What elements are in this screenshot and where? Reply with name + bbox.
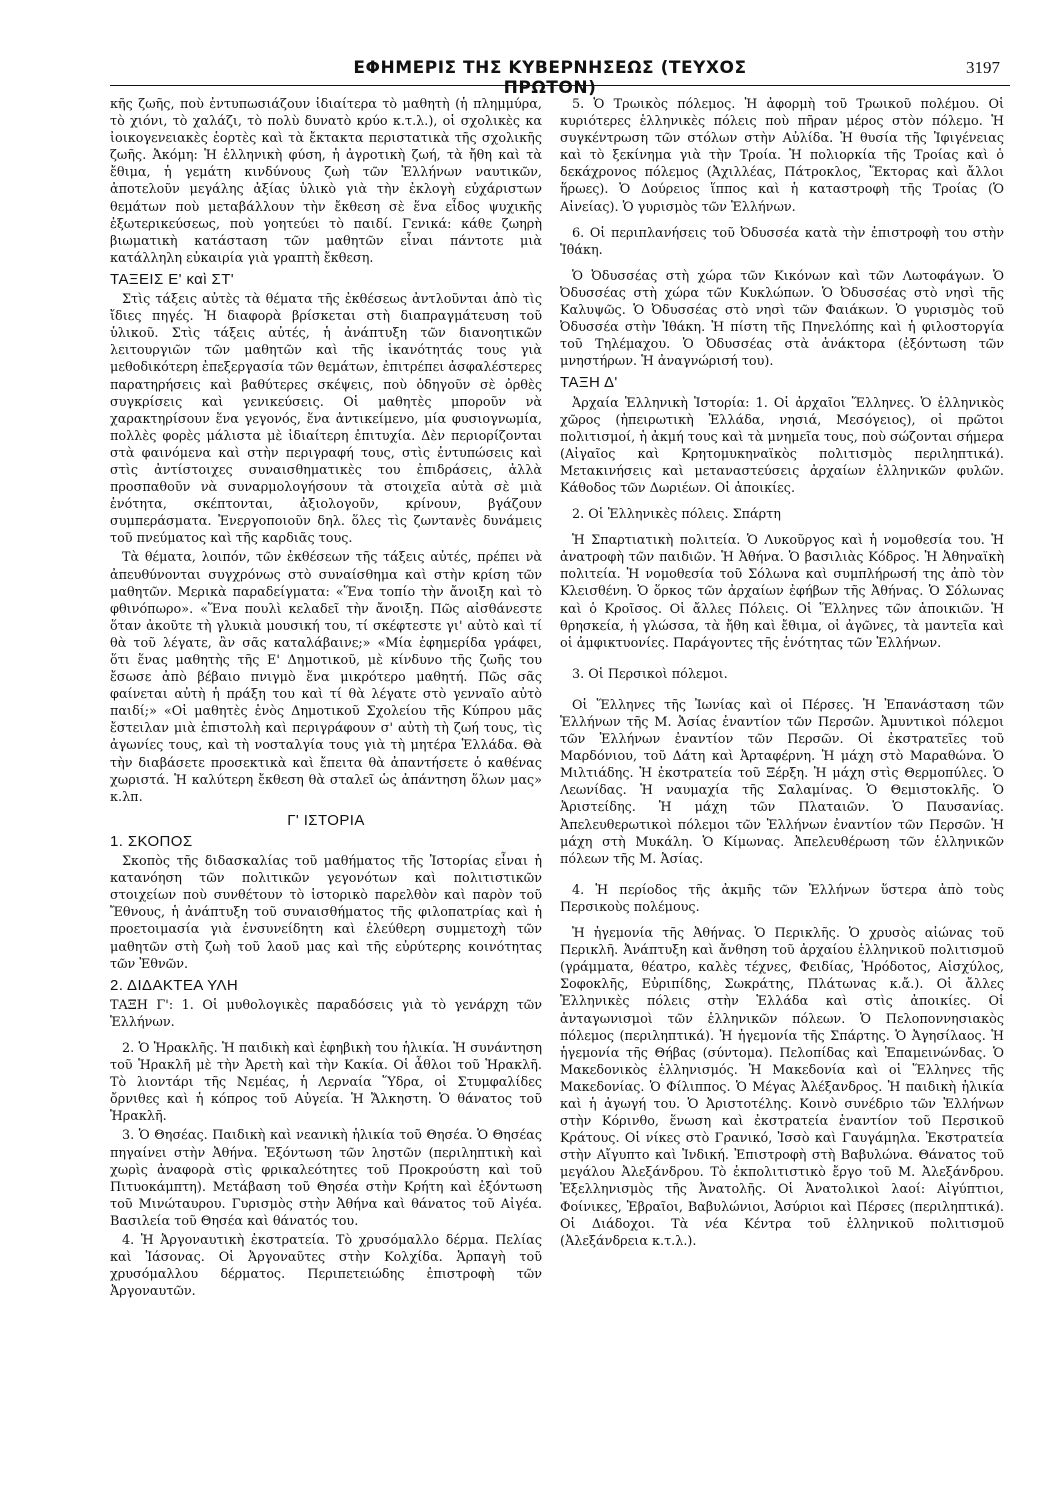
paragraph: Στὶς τάξεις αὐτὲς τὰ θέματα τῆς ἐκθέσεως ἀντλοῦνται ἀπὸ τὶς ἴδιες πηγές. Ἡ διαφορὰ βρίσκεται στὴ διαπραγμάτευση τοῦ ὑλικοῦ. Στὶς τάξεις αὐτές, ἡ ἀνάπτυξη τῶν διανοητικῶν λειτουργιῶν τῶν μαθητῶν καὶ τῆς ἱκανότητάς τους γιὰ μεθοδικότερη ἐπεξεργασία τῶν θεμάτων, ἐπιτρέπει ἀσφαλέστερες παρατηρήσεις καὶ βαθύτερες σκέψεις, ποὺ ὁδηγοῦν σὲ ὀρθὲς συγκρίσεις καὶ γενικεύσεις. Οἱ μαθητὲς μποροῦν νὰ χαρακτηρίσουν ἕνα γεγονός, ἕνα ἀντικείμενο, μία φυσιογνωμία, πολλὲς φορὲς μάλιστα μὲ ἰδιαίτερη ἐπιτυχία. Δὲν περιορίζονται στὰ φαινόμενα καὶ στὴν περιγραφή τους, στὶς ἐντυπώσεις καὶ στὶς ἀντίστοιχες συναισθηματικὲς του ἐπιδράσεις, ἀλλὰ προσπαθοῦν νὰ συναρμολογήσουν τὰ στοιχεῖα αὐτὰ σὲ μιὰ ἑνότητα, σκέπτονται, ἀξιολογοῦν, κρίνουν, βγάζουν συμπεράσματα. Ἐνεργοποιοῦν δηλ. ὅλες τὶς ζωντανὲς δυνάμεις τοῦ πνεύματος καὶ τῆς καρδιᾶς τους.: [110, 292, 542, 547]
paragraph: 4. Ἡ περίοδος τῆς ἀκμῆς τῶν Ἑλλήνων ὕστερα ἀπὸ τοὺς Περσικοὺς πολέμους.: [560, 882, 1004, 915]
paragraph: 5. Ὁ Τρωικὸς πόλεμος. Ἡ ἀφορμὴ τοῦ Τρωικοῦ πολέμου. Οἱ κυριότερες ἑλληνικὲς πόλεις ποὺ πῆραν μέρος στὸν πόλεμο. Ἡ συγκέντρωση τῶν στόλων στὴν Αὐλίδα. Ἡ θυσία τῆς Ἰφιγένειας καὶ τὸ ξεκίνημα γιὰ τὴν Τροία. Ἡ πολιορκία τῆς Τροίας καὶ ὁ δεκάχρονος πόλεμος (Ἀχιλλέας, Πάτροκλος, Ἕκτορας καὶ ἄλλοι ἥρωες). Ὁ Δούρειος ἵππος καὶ ἡ καταστροφὴ τῆς Τροίας (Ὁ Αἰνείας). Ὁ γυρισμὸς τῶν Ἑλλήνων.: [560, 97, 1004, 215]
paragraph: 4. Ἡ Ἀργοναυτικὴ ἐκστρατεία. Τὸ χρυσόμαλλο δέρμα. Πελίας καὶ Ἰάσονας. Οἱ Ἀργοναῦτες στὴν Κολχίδα. Ἁρπαγὴ τοῦ χρυσόμαλλου δέρματος. Περιπετειώδης ἐπιστροφὴ τῶν Ἀργοναυτῶν.: [110, 1233, 542, 1300]
paragraph: Ἡ ἡγεμονία τῆς Ἀθήνας. Ὁ Περικλῆς. Ὁ χρυσὸς αἰώνας τοῦ Περικλῆ. Ἀνάπτυξη καὶ ἄνθηση τοῦ ἀρχαίου ἑλληνικοῦ πολιτισμοῦ (γράμματα, θέατρο, καλὲς τέχνες, Φειδίας, Ἡρόδοτος, Αἰσχύλος, Σοφοκλῆς, Εὐριπίδης, Σωκράτης, Πλάτωνας κ.ἄ.). Οἱ ἄλλες Ἑλληνικὲς πόλεις στὴν Ἑλλάδα καὶ στὶς ἀποικίες. Οἱ ἀνταγωνισμοὶ τῶν ἑλληνικῶν πόλεων. Ὁ Πελοποννησιακὸς πόλεμος (περιληπτικά). Ἡ ἡγεμονία τῆς Σπάρτης. Ὁ Ἀγησίλαος. Ἡ ἡγεμονία τῆς Θήβας (σύντομα). Πελοπίδας καὶ Ἐπαμεινώνδας. Ὁ Μακεδονικὸς ἑλληνισμός. Ἡ Μακεδονία καὶ οἱ Ἕλληνες τῆς Μακεδονίας. Ὁ Φίλιππος. Ὁ Μέγας Ἀλέξανδρος. Ἡ παιδικὴ ἡλικία καὶ ἡ ἀγωγή του. Ὁ Ἀριστοτέλης. Κοινὸ συνέδριο τῶν Ἑλλήνων στὴν Κόρινθο, ἕνωση καὶ ἐκστρατεία ἐναντίον τοῦ Περσικοῦ Κράτους. Οἱ νίκες στὸ Γρανικό, Ἰσσὸ καὶ Γαυγάμηλα. Ἐκστρατεία στὴν Αἴγυπτο καὶ Ἰνδική. Ἐπιστροφὴ στὴ Βαβυλώνα. Θάνατος τοῦ μεγάλου Ἀλεξάνδρου. Τὸ ἐκπολιτιστικὸ ἔργο τοῦ Μ. Ἀλεξάνδρου. Ἐξελληνισμὸς τῆς Ἀνατολῆς. Οἱ Ἀνατολικοὶ λαοί: Αἰγύπτιοι, Φοίνικες, Ἑβραῖοι, Βαβυλώνιοι, Ἀσύριοι καὶ Πέρσες (περιληπτικά). Οἱ Διάδοχοι. Τὰ νέα Κέντρα τοῦ ἑλληνικοῦ πολιτισμοῦ (Ἀλεξάνδρεια κ.τ.λ.).: [560, 926, 1004, 1249]
chapter-heading: Γ' ΙΣΤΟΡΙΑ: [287, 811, 365, 829]
section-heading: 2. ΔΙΔΑΚΤΕΑ ΥΛΗ: [110, 976, 239, 994]
paragraph: ΤΑΞΗ Γ': 1. Οἱ μυθολογικὲς παραδόσεις γιὰ τὸ γενάρχη τῶν Ἑλλήνων.: [110, 997, 542, 1030]
left-column: [110, 96, 542, 1302]
paragraph: Οἱ Ἕλληνες τῆς Ἰωνίας καὶ οἱ Πέρσες. Ἡ Ἐπανάσταση τῶν Ἑλλήνων τῆς Μ. Ἀσίας ἐναντίον τῶν Περσῶν. Ἀμυντικοὶ πόλεμοι τῶν Ἑλλήνων ἐναντίον τῶν Περσῶν. Οἱ ἐκστρατεῖες τοῦ Μαρδόνιου, τοῦ Δάτη καὶ Ἀρταφέρνη. Ἡ μάχη στὸ Μαραθώνα. Ὁ Μιλτιάδης. Ἡ ἐκστρατεία τοῦ Ξέρξη. Ἡ μάχη στὶς Θερμοπύλες. Ὁ Λεωνίδας. Ἡ ναυμαχία τῆς Σαλαμίνας. Ὁ Θεμιστοκλῆς. Ὁ Ἀριστείδης. Ἡ μάχη τῶν Πλαταιῶν. Ὁ Παυσανίας. Ἀπελευθερωτικοὶ πόλεμοι τῶν Ἑλλήνων ἐναντίον τῶν Περσῶν. Ἡ μάχη στὴ Μυκάλη. Ὁ Κίμωνας. Ἀπελευθέρωση τῶν ἑλληνικῶν πόλεων τῆς Μ. Ἀσίας.: [560, 697, 1004, 867]
paragraph: Ἡ Σπαρτιατικὴ πολιτεία. Ὁ Λυκοῦργος καὶ ἡ νομοθεσία του. Ἡ ἀνατροφὴ τῶν παιδιῶν. Ἡ Ἀθήνα. Ὁ βασιλιὰς Κόδρος. Ἡ Ἀθηναϊκὴ πολιτεία. Ἡ νομοθεσία τοῦ Σόλωνα καὶ συμπλήρωσή της ἀπὸ τὸν Κλεισθένη. Ὁ ὅρκος τῶν ἀρχαίων ἐφήβων τῆς Ἀθήνας. Ὁ Σόλωνας καὶ ὁ Κροῖσος. Οἱ ἄλλες Πόλεις. Οἱ Ἕλληνες τῶν ἀποικιῶν. Ἡ θρησκεία, ἡ γλώσσα, τὰ ἤθη καὶ ἔθιμα, οἱ ἀγῶνες, τὰ μαντεῖα καὶ οἱ ἀμφικτυονίες. Παράγοντες τῆς ἑνότητας τῶν Ἑλλήνων.: [560, 533, 1004, 651]
right-column: [560, 96, 1004, 1252]
paragraph: κῆς ζωῆς, ποὺ ἐντυπωσιάζουν ἰδιαίτερα τὸ μαθητὴ (ἡ πλημμύρα, τὸ χιόνι, τὸ χαλάζι, τὸ πολὺ δυνατὸ κρύο κ.τ.λ.), οἱ σχολικὲς κα ἰοικογενειακὲς ἑορτὲς καὶ τὰ ἔκτακτα περιστατικὰ τῆς σχολικῆς ζωῆς. Ἀκόμη: Ἡ ἑλληνικὴ φύση, ἡ ἀγροτικὴ ζωή, τὰ ἤθη καὶ τὰ ἔθιμα, ἡ γεμάτη κινδύνους ζωὴ τῶν Ἑλλήνων ναυτικῶν, ἀποτελοῦν μεγάλης ἀξίας ὑλικὸ γιὰ τὴν ἐκλογὴ εὐχάριστων θεμάτων ποὺ μεταβάλλουν τὴν ἔκθεση σὲ ἕνα εἶδος ψυχικῆς ἐξωτερικεύσεως, ποὺ γοητεύει τὸ παιδί. Γενικά: κάθε ζωηρὴ βιωματικὴ κατάσταση τῶν μαθητῶν εἶναι πάντοτε μιὰ κατάλληλη εὐκαιρία γιὰ γραπτὴ ἔκθεση.: [110, 97, 542, 266]
page-number: 3197: [966, 58, 1000, 77]
header-rule: [110, 85, 1010, 86]
section-heading: 1. ΣΚΟΠΟΣ: [110, 832, 193, 850]
page-header: [110, 58, 1010, 98]
paragraph: 3. Ὁ Θησέας. Παιδικὴ καὶ νεανικὴ ἡλικία τοῦ Θησέα. Ὁ Θησέας πηγαίνει στὴν Ἀθήνα. Ἐξόντωση τῶν ληστῶν (περιληπτικὴ καὶ χωρὶς ἀναφορὰ στὶς φρικαλεότητες τοῦ Προκρούστη καὶ τοῦ Πιτυοκάμπτη). Μετάβαση τοῦ Θησέα στὴν Κρήτη καὶ ἐξόντωση τοῦ Μινώταυρου. Γυρισμὸς στὴν Ἀθήνα καὶ θάνατος τοῦ Αἰγέα. Βασιλεία τοῦ Θησέα καὶ θάνατός του.: [110, 1128, 542, 1229]
paragraph: 6. Οἱ περιπλανήσεις τοῦ Ὀδυσσέα κατὰ τὴν ἐπιστροφὴ του στὴν Ἰθάκη.: [560, 225, 1004, 258]
paragraph: Ὁ Ὀδυσσέας στὴ χώρα τῶν Κικόνων καὶ τῶν Λωτοφάγων. Ὁ Ὀδυσσέας στὴ χώρα τῶν Κυκλώπων. Ὁ Ὀδυσσέας στὸ νησὶ τῆς Καλυψῶς. Ὁ Ὀδυσσέας στὸ νησὶ τῶν Φαιάκων. Ὁ γυρισμὸς τοῦ Ὀδυσσέα στὴν Ἰθάκη. Ἡ πίστη τῆς Πηνελόπης καὶ ἡ φιλοστοργία τοῦ Τηλέμαχου. Ὁ Ὀδυσσέας στὰ ἀνάκτορα (ἐξόντωση τῶν μνηστήρων. Ἡ ἀναγνώρισή του).: [560, 268, 1004, 370]
paragraph: 3. Οἱ Περσικοὶ πόλεμοι.: [572, 666, 728, 682]
header-title: ΕΦΗΜΕΡΙΣ ΤΗΣ ΚΥΒΕΡΝΗΣΕΩΣ (ΤΕΥΧΟΣ ΠΡΩΤΟΝ): [353, 58, 747, 98]
paragraph: Ἀρχαία Ἑλληνικὴ Ἱστορία: 1. Οἱ ἀρχαῖοι Ἕλληνες. Ὁ ἑλληνικὸς χῶρος (ἠπειρωτικὴ Ἑλλάδα, νησιά, Μεσόγειος), οἱ πρῶτοι πολιτισμοί, ἡ ἀκμή τους καὶ τὰ μνημεῖα τους, ποὺ σώζονται σήμερα (Αἰγαῖος καὶ Κρητομυκηναϊκὸς πολιτισμὸς περιληπτικά). Μετακινήσεις καὶ μεταναστεύσεις ἀρχαίων ἑλληνικῶν φυλῶν. Κάθοδος τῶν Δωριέων. Οἱ ἀποικίες.: [560, 395, 1004, 496]
section-heading: ΤΑΞΕΙΣ Ε' καὶ ΣΤ': [110, 270, 235, 288]
section-heading: ΤΑΞΗ Δ': [560, 374, 618, 392]
paragraph: 2. Ὁ Ἡρακλῆς. Ἡ παιδικὴ καὶ ἐφηβικὴ του ἡλικία. Ἡ συνάντηση τοῦ Ἡρακλῆ μὲ τὴν Ἀρετὴ καὶ τὴν Κακία. Οἱ ἆθλοι τοῦ Ἡρακλῆ. Τὸ λιοντάρι τῆς Νεμέας, ἡ Λερναία Ὕδρα, οἱ Στυμφαλίδες ὄρνιθες καὶ ἡ κόπρος τοῦ Αὐγεία. Ἡ Ἄλκηστη. Ὁ θάνατος τοῦ Ἡρακλῆ.: [110, 1040, 542, 1125]
paragraph: 2. Οἱ Ἑλληνικὲς πόλεις. Σπάρτη: [572, 507, 781, 523]
paragraph: Σκοπὸς τῆς διδασκαλίας τοῦ μαθήματος τῆς Ἱστορίας εἶναι ἡ κατανόηση τῶν πολιτικῶν γεγονότων καὶ πολιτιστικῶν στοιχείων ποὺ συνθέτουν τὸ ἱστορικὸ παρελθὸν καὶ παρὸν τοῦ Ἔθνους, ἡ ἀνάπτυξη τοῦ συναισθήματος τῆς φιλοπατρίας καὶ ἡ προετοιμασία γιὰ ἐνσυνείδητη καὶ ἐλεύθερη συμμετοχὴ τῶν μαθητῶν στὴ ζωὴ τοῦ λαοῦ μας καὶ τῆς εὐρύτερης κοινότητας τῶν Ἐθνῶν.: [110, 854, 542, 972]
paragraph: Τὰ θέματα, λοιπόν, τῶν ἐκθέσεων τῆς τάξεις αὐτές, πρέπει νὰ ἀπευθύνονται συγχρόνως στὸ συναίσθημα καὶ στὴν κρίση τῶν μαθητῶν. Μερικὰ παραδείγματα: «Ἕνα τοπίο τὴν ἄνοιξη καὶ τὸ φθινόπωρο». «Ἕνα πουλὶ κελαδεῖ τὴν ἄνοιξη. Πῶς αἰσθάνεστε ὅταν ἀκοῦτε τὴ γλυκιὰ μουσική του, τί σκέφτεστε γι' αὐτὸ καὶ τί θὰ τοῦ λέγατε, ἂν σᾶς καταλάβαινε;» «Μία ἐφημερίδα γράφει, ὅτι ἕνας μαθητὴς τῆς Ε' Δημοτικοῦ, μὲ κίνδυνο τῆς ζωῆς του ἔσωσε ἀπὸ βέβαιο πνιγμὸ ἕνα μικρότερο μαθητή. Πῶς σᾶς φαίνεται αὐτὴ ἡ πράξη του καὶ τί θὰ λέγατε στὸ γενναῖο αὐτὸ παιδί;» «Οἱ μαθητὲς ἑνὸς Δημοτικοῦ Σχολείου τῆς Κύπρου μᾶς ἔστειλαν μιὰ ἐπιστολὴ καὶ περιγράφουν σ' αὐτὴ τὴ ζωή τους, τὶς ἀγωνίες τους, καὶ τὴ νοσταλγία τους γιὰ τὴ μητέρα Ἑλλάδα. Θὰ τὴν διαβάσετε προσεκτικὰ καὶ ἔπειτα θὰ ἀπαντήσετε ὁ καθένας χωριστά. Ἡ καλύτερη ἔκθεση θὰ σταλεῖ ὡς ἀπάντηση ὅλων μας» κ.λπ.: [110, 550, 542, 805]
